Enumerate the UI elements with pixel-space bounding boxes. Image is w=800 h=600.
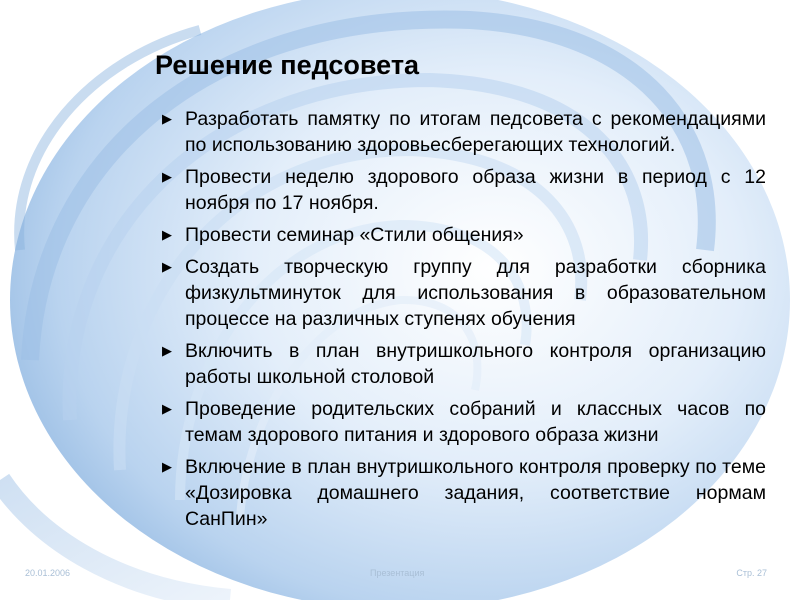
footer-page-number: Стр. 27 bbox=[736, 568, 767, 578]
bullet-triangle-icon: ▶ bbox=[162, 343, 172, 358]
bullet-item bbox=[158, 164, 766, 216]
bullet-triangle-icon: ▶ bbox=[162, 227, 172, 242]
bullet-text: Проведение родительских собраний и классных часов по темам здорового питания и здорового образа жизни bbox=[185, 398, 766, 446]
bullet-triangle-icon: ▶ bbox=[162, 259, 172, 274]
bullet-item bbox=[158, 254, 766, 332]
footer-presentation-label: Презентация bbox=[370, 568, 425, 578]
bullet-item bbox=[158, 106, 766, 158]
bullet-triangle-icon: ▶ bbox=[162, 111, 172, 126]
bullet-triangle-icon: ▶ bbox=[162, 459, 172, 474]
bullet-text: Включить в план внутришкольного контроля организацию работы школьной столовой bbox=[185, 340, 766, 388]
bullet-item bbox=[158, 338, 766, 390]
bullet-triangle-icon: ▶ bbox=[162, 169, 172, 184]
bullet-item bbox=[158, 396, 766, 448]
slide-title: Решение педсовета bbox=[155, 50, 420, 80]
bullet-text: Включение в план внутришкольного контроля проверку по теме «Дозировка домашнего задания, соответствие нормам СанПин» bbox=[185, 456, 766, 530]
bullet-text: Провести семинар «Стили общения» bbox=[185, 224, 524, 246]
bullet-item bbox=[158, 222, 766, 248]
bullet-list bbox=[158, 106, 766, 538]
bullet-item bbox=[158, 454, 766, 532]
footer-date: 20.01.2006 bbox=[25, 568, 71, 578]
bullet-text: Создать творческую группу для разработки сборника физкультминуток для использования в образовательном процессе на различных ступенях обучения bbox=[185, 256, 766, 330]
bullet-triangle-icon: ▶ bbox=[162, 401, 172, 416]
bullet-text: Провести неделю здорового образа жизни в период с 12 ноября по 17 ноября. bbox=[185, 166, 766, 214]
bullet-text: Разработать памятку по итогам педсовета с рекомендациями по использованию здоровьесберегающих технологий. bbox=[185, 108, 766, 156]
